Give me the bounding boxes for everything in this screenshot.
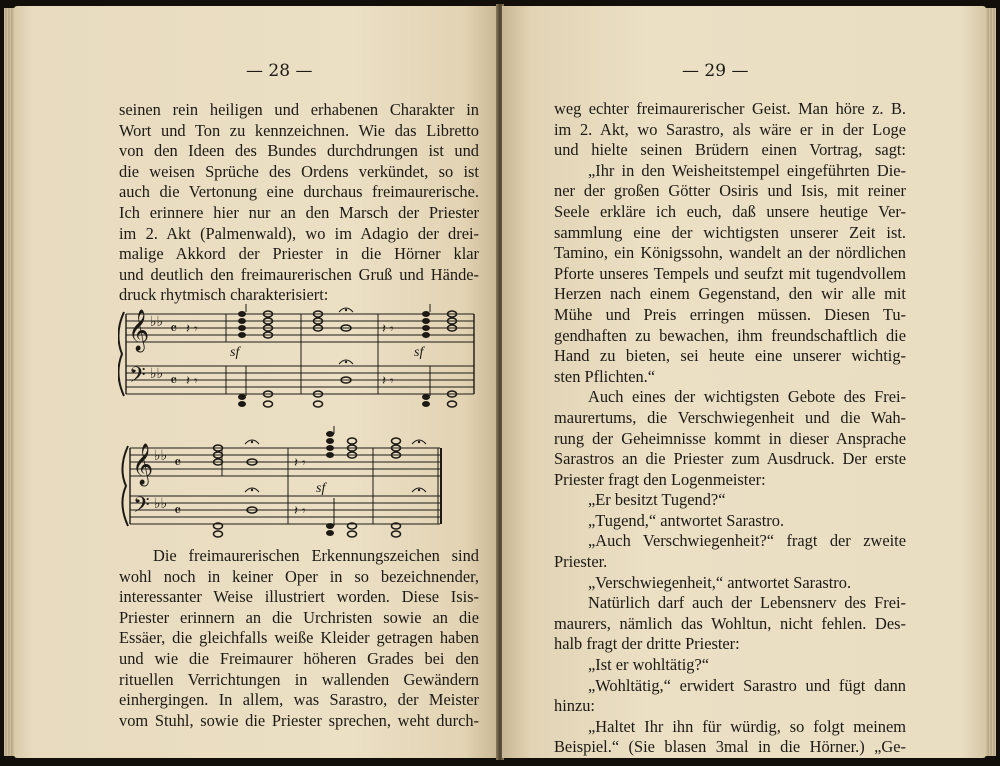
text-line: im 2. Akt, wo Sarastro, als wäre er in der Loge — [554, 119, 906, 139]
text-line: wohl noch in keiner Oper in so bezeichnender, — [119, 566, 479, 586]
text-line: Die freimaurerischen Erkennungszeichen sind — [153, 546, 479, 565]
page-number-left: — 28 — — [246, 61, 313, 81]
svg-text:𝄽 𝄾: 𝄽 𝄾 — [382, 322, 394, 337]
svg-text:𝄽 𝄾: 𝄽 𝄾 — [294, 504, 306, 519]
text-line: „Ist er wohltätig?“ — [588, 655, 710, 675]
svg-text:♭♭: ♭♭ — [150, 366, 164, 382]
svg-text:𝄽 𝄾: 𝄽 𝄾 — [294, 456, 306, 471]
text-line: ner der großen Götter Osiris und Isis, mit reiner — [554, 181, 906, 201]
text-line: und deutlich den freimaurerischen Gruß und Hände- — [119, 264, 479, 284]
svg-text:𝄴: 𝄴 — [174, 453, 182, 472]
text-line: Ich erinnere hier nur an den Marsch der Priester — [119, 202, 479, 222]
text-line: im 2. Akt (Palmenwald), wo im Adagio der drei- — [119, 223, 479, 243]
score-system-1 — [118, 304, 480, 414]
score-system-2 — [118, 426, 480, 538]
dynamic-sf-3: sf — [316, 481, 326, 496]
text-line: sten Pflichten.“ — [554, 366, 656, 386]
text-line: Beispiel.“ (Sie blasen 3mal in die Hörner.) „Ge- — [554, 737, 906, 757]
text-line: „Verschwiegenheit,“ antwortet Sarastro. — [588, 572, 852, 592]
left-page — [14, 6, 498, 758]
text-line: „Wohltätig,“ erwidert Sarastro und fügt dann — [588, 675, 906, 695]
text-line: druck rhytmisch charakterisiert: — [119, 285, 329, 305]
text-line: auch die Vertonung eine durchaus freimaurerische. — [119, 182, 479, 202]
text-line: Essäer, die gleichfalls weiße Kleider getragen haben — [119, 628, 479, 648]
text-line: „Haltet Ihr ihn für würdig, so folgt meinem — [588, 716, 906, 736]
left-text-bottom — [119, 546, 479, 731]
text-line: hinzu: — [554, 696, 595, 716]
text-line: halb fragt der dritte Priester: — [554, 634, 740, 654]
text-line: einhergingen. In allem, was Sarastro, der Meister — [119, 690, 479, 710]
bass-staff — [126, 366, 474, 394]
text-line: Herzen nach einem Gegenstand, den wir alle mit — [554, 284, 906, 304]
dynamic-sf-1: sf — [230, 345, 240, 360]
text-line: Priester. — [554, 552, 608, 572]
text-line: Pforte unseres Tempels und seufzt mit tugendvollem — [554, 263, 906, 283]
svg-text:𝄴: 𝄴 — [174, 501, 182, 520]
text-line: von den Ideen des Bundes durchdrungen ist und — [119, 141, 479, 161]
left-text-top — [119, 100, 479, 306]
text-line: und hielte seinen Brüdern einen Vortrag, sagt: — [554, 140, 906, 160]
svg-text:𝄴: 𝄴 — [170, 371, 178, 390]
text-line: seinen rein heiligen und erhabenen Charakter in — [119, 100, 479, 119]
text-line: Wort und Ton zu kennzeichnen. Wie das Libretto — [119, 120, 479, 140]
right-text — [554, 99, 906, 758]
svg-text:♭♭: ♭♭ — [154, 448, 168, 464]
text-line: Mühe und Preis erringen müssen. Diesen Tu- — [554, 304, 906, 324]
text-line: Priester erinnern an die Urchristen sowie an die — [119, 607, 479, 627]
text-line: rung der Geheimnisse kommt in dieser Ansprache — [554, 428, 906, 448]
bass-clef-icon-2: 𝄢 — [133, 493, 150, 523]
svg-text:♭♭: ♭♭ — [154, 496, 168, 512]
text-line: Priester fragt den Logenmeister: — [554, 469, 766, 489]
text-line: gendhaften zu bewachen, ihm freundschaftlich die — [554, 325, 906, 345]
svg-text:𝄽 𝄾: 𝄽 𝄾 — [382, 374, 394, 389]
music-excerpt-2 — [118, 426, 480, 538]
svg-text:♭♭: ♭♭ — [150, 314, 164, 330]
text-line: maurers, nämlich das Wohltun, nicht fehlen. Des- — [554, 613, 906, 633]
text-line: „Er besitzt Tugend?“ — [588, 490, 726, 510]
text-line: maurertums, die Verschwiegenheit und die Wah- — [554, 407, 906, 427]
text-line: Hand zu bieten, sei heute eine unserer wichtig- — [554, 346, 906, 366]
text-line: vom Stuhl, sowie die Priester sprechen, weht durch- — [119, 710, 479, 730]
treble-staff — [126, 314, 474, 342]
text-line: „Auch Verschwiegenheit?“ fragt der zweite — [588, 531, 906, 551]
text-line: und wie die Freimaurer höheren Grades bei den — [119, 648, 479, 668]
text-line: Sarastros an die Priester zum Ausdruck. Der erste — [554, 449, 906, 469]
text-line: die weisen Sprüche des Ordens verkündet, so ist — [119, 161, 479, 181]
svg-text:𝄴: 𝄴 — [170, 319, 178, 338]
text-line: interessanter Weise illustriert worden. Diese Isis- — [119, 587, 479, 607]
text-line: sammlung eine der wichtigsten unserer Zeit ist. — [554, 222, 906, 242]
svg-text:𝄽 𝄾: 𝄽 𝄾 — [186, 322, 198, 337]
right-page — [502, 6, 986, 758]
text-line: „Ihr in den Weisheitstempel eingeführten Die- — [588, 160, 906, 180]
text-line: Seele erkläre ich euch, daß unsere heutige Ver- — [554, 201, 906, 221]
text-line: Natürlich darf auch der Lebensnerv des Frei- — [588, 593, 906, 613]
text-line: Auch eines der wichtigsten Gebote des Frei- — [588, 387, 906, 407]
treble-clef-icon: 𝄞 — [128, 310, 150, 351]
svg-text:𝄽 𝄾: 𝄽 𝄾 — [186, 374, 198, 389]
treble-clef-icon-2: 𝄞 — [132, 444, 154, 485]
text-line: rituellen Verrichtungen in wallenden Gewändern — [119, 669, 479, 689]
bass-clef-icon: 𝄢 — [129, 363, 146, 393]
text-line: Tamino, ein Königssohn, wandelt an der nördlichen — [554, 243, 906, 263]
text-line: malige Akkord der Priester in die Hörner klar — [119, 244, 479, 264]
text-line: weg echter freimaurerischer Geist. Man höre z. B. — [554, 99, 906, 118]
music-excerpt-1 — [118, 304, 480, 414]
text-line: „Tugend,“ antwortet Sarastro. — [588, 510, 785, 530]
page-number-right: — 29 — — [682, 61, 749, 81]
dynamic-sf-2: sf — [414, 345, 424, 360]
